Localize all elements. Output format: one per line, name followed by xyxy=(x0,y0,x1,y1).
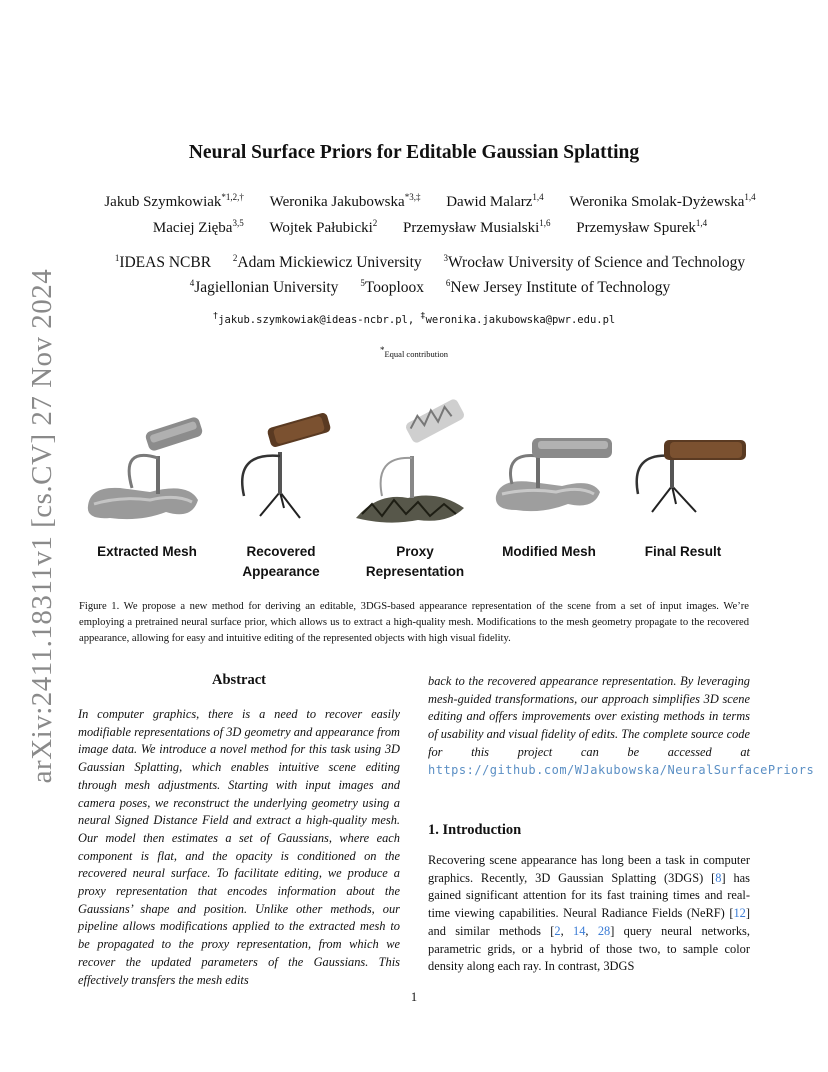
source-code-link[interactable]: https://github.com/WJakubowska/NeuralSurfacePriors xyxy=(428,762,815,777)
affiliation: $^5$Tooploox xyxy=(360,277,425,296)
citation-link[interactable]: 2 xyxy=(554,923,561,938)
affiliation: $^4$Jagiellonian University xyxy=(189,277,339,296)
introduction-text: Recovering scene appearance has long been a task in computer graphics. Recently, 3D Gaussian Splatting (3DGS) [8] has gained significant attention for its fast training times and real-time viewing capabilities. Neural Radiance Fields (NeRF) [12] and similar methods [2, 14, 28] query neural networks, parametric grids, or a hybrid of those two, to sample color density along each ray. In contrast, 3DGS xyxy=(428,853,750,974)
panel-label-proxy-representation: Proxy Representation xyxy=(365,544,465,579)
citation-link[interactable]: 14 xyxy=(573,923,586,938)
citation-link[interactable]: 8 xyxy=(715,870,722,885)
affiliation: $^1$IDEAS NCBR xyxy=(114,252,212,271)
author: Weronika Smolak-Dyżewska$^{1,4}$ xyxy=(569,192,756,210)
microphone-textured-image xyxy=(214,396,348,536)
abstract-heading: Abstract xyxy=(212,672,266,688)
contact-emails: †jakub.szymkowiak@ideas-ncbr.pl, ‡weronika.jakubowska@pwr.edu.pl xyxy=(212,311,616,326)
authors-row-1 xyxy=(60,194,800,211)
authors-row-2 xyxy=(60,220,800,237)
author: Wojtek Pałubicki$^2$ xyxy=(269,218,378,236)
author: Przemysław Spurek$^{1,4}$ xyxy=(576,218,708,236)
paper-title: Neural Surface Priors for Editable Gaussian Splatting xyxy=(188,142,640,163)
figure-panel-modified-mesh xyxy=(482,396,616,536)
figure-panel-proxy-representation xyxy=(348,396,482,536)
microphone-final-result-image xyxy=(616,396,750,536)
figure-1-caption: Figure 1. We propose a new method for deriving an editable, 3DGS-based appearance representation of the scene from a set of input images. We’re employing a pretrained neural surface prior, which allows us to extract a high-quality mesh. Modifications to the mesh geometry propagate to the recovered appearance, allowing for easy and intuitive editing of the represented objects with high visual fidelity. xyxy=(79,601,749,644)
author: Dawid Malarz$^{1,4}$ xyxy=(446,192,544,210)
microphone-modified-mesh-image xyxy=(482,396,616,536)
author: Przemysław Musialski$^{1,6}$ xyxy=(403,218,551,236)
figure-panel-final-result xyxy=(616,396,750,536)
abstract-text-right: back to the recovered appearance representation. By leveraging mesh-guided transformations, our approach simplifies 3D scene editing and offers improvements over existing methods in terms of usability and visual fidelity of edits. The complete source code for this project can be accessed at https://github.com/WJakubowska/NeuralSurfacePriors xyxy=(428,674,815,777)
figure-1 xyxy=(80,396,750,586)
affiliations-row-1 xyxy=(60,254,800,272)
panel-label-extracted-mesh: Extracted Mesh xyxy=(97,544,197,559)
page-number: 1 xyxy=(410,990,418,1004)
figure-panel-extracted-mesh xyxy=(80,396,214,536)
citation-link[interactable]: 12 xyxy=(733,906,746,921)
abstract-text-left: In computer graphics, there is a need to recover easily modifiable representations of 3D geometry and appearance from image data. We introduce a novel method for this task using 3D Gaussian Splatting, which enables intuitive scene editing through mesh adjustments. Starting with input images and camera poses, we reconstruct the underlying geometry using a neural Signed Distance Field and extract a high-quality mesh. Our model then estimates a set of Gaussians, where each component is flat, and the opacity is conditioned on the recovered neural surface. To facilitate editing, we produce a proxy representation that encodes information about the Gaussians’ shape and position. Unlike other methods, our pipeline allows modifications applied to the extracted mesh to be propagated to the proxy representation, from which we recover the updated parameters of the Gaussians. This effectively transfers the mesh edits xyxy=(78,707,400,987)
affiliation: $^3$Wrocław University of Science and Technology xyxy=(443,252,746,271)
equal-contribution-note: *Equal contribution xyxy=(379,345,448,359)
panel-label-final-result: Final Result xyxy=(644,544,722,559)
author: Maciej Zięba$^{3,5}$ xyxy=(152,218,244,236)
affiliation: $^2$Adam Mickiewicz University xyxy=(232,252,422,271)
email-link[interactable]: jakub.szymkowiak@ideas-ncbr.pl, xyxy=(218,314,415,326)
microphone-gray-mesh-image xyxy=(80,396,214,536)
figure-panel-recovered-appearance xyxy=(214,396,348,536)
panel-label-recovered-appearance: Recovered Appearance xyxy=(242,544,320,579)
author: Weronika Jakubowska$^{*3,\ddagger}$ xyxy=(269,192,421,210)
introduction-heading: 1. Introduction xyxy=(428,822,522,838)
affiliations-row-2 xyxy=(60,279,800,297)
microphone-proxy-image xyxy=(348,396,482,536)
author: Jakub Szymkowiak$^{*1,2,\dagger}$ xyxy=(104,192,244,210)
arxiv-identifier: arXiv:2411.18311v1 [cs.CV] 27 Nov 2024 xyxy=(26,268,58,784)
citation-link[interactable]: 28 xyxy=(597,923,611,938)
affiliation: $^6$New Jersey Institute of Technology xyxy=(445,277,671,296)
panel-label-modified-mesh: Modified Mesh xyxy=(502,544,596,559)
email-link[interactable]: weronika.jakubowska@pwr.edu.pl xyxy=(425,314,616,326)
